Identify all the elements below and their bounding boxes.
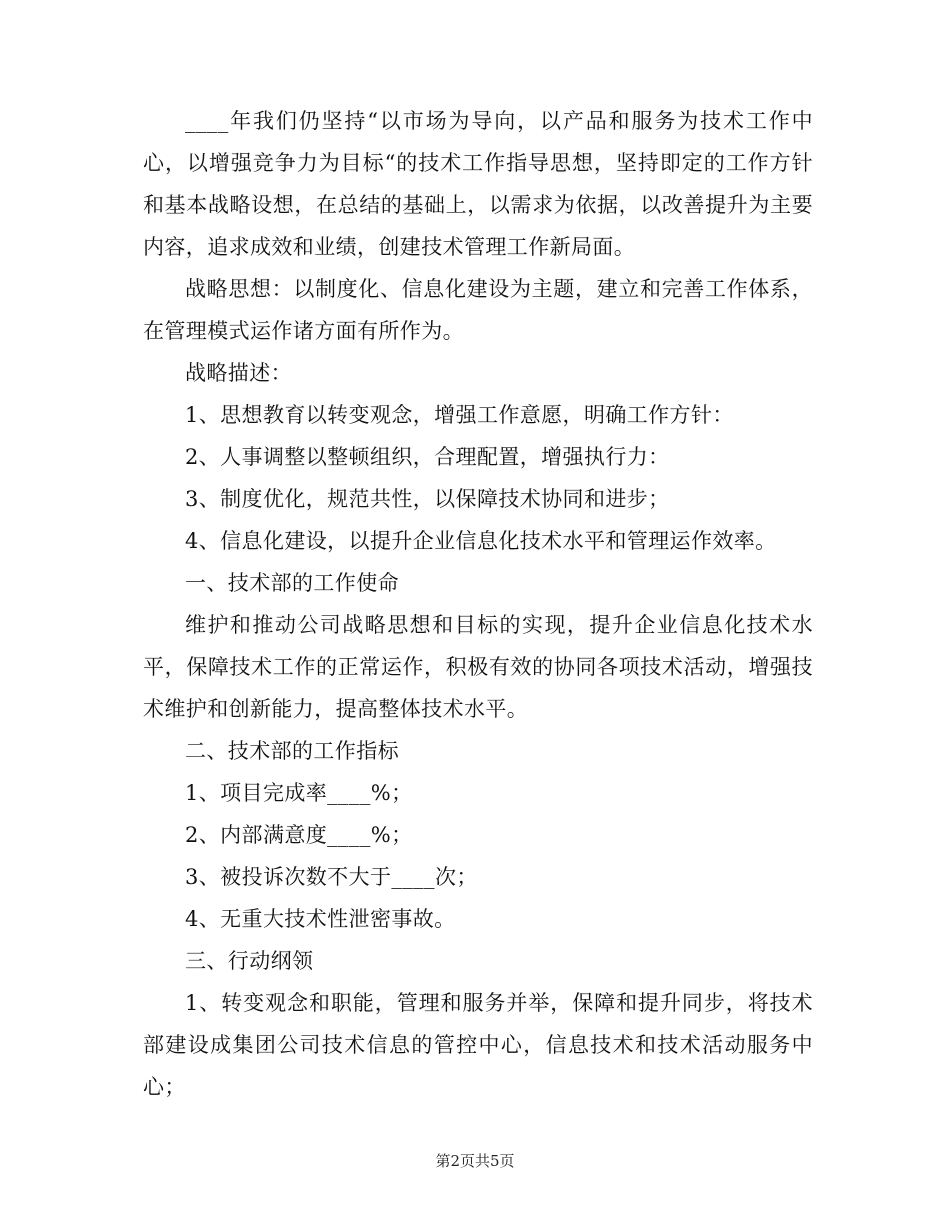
list-item: 3、被投诉次数不大于____次；: [185, 865, 478, 889]
list-item: 1、思想教育以转变观念，增强工作意愿，明确工作方针：: [185, 403, 734, 427]
document-body: [143, 100, 813, 1108]
list-item: 3、制度优化，规范共性，以保障技术协同和进步；: [185, 487, 670, 511]
paragraph-mission: 维护和推动公司战略思想和目标的实现，提升企业信息化技术水平，保障技术工作的正常运作，积极有效的协同各项技术活动，增强技术维护和创新能力，提高整体技术水平。: [143, 613, 813, 721]
section-heading-action: 三、行动纲领: [185, 949, 314, 973]
list-item: 2、人事调整以整顿组织，合理配置，增强执行力：: [185, 445, 670, 469]
page-number: 第2页共5页: [435, 1152, 515, 1170]
list-item: 1、项目完成率____%；: [185, 781, 413, 805]
section-heading-indicators: 二、技术部的工作指标: [185, 739, 399, 763]
section-heading-mission: 一、技术部的工作使命: [185, 571, 399, 595]
paragraph-guiding-thought: ____年我们仍坚持“以市场为导向，以产品和服务为技术工作中心，以增强竞争力为目标“的技术工作指导思想，坚持即定的工作方针和基本战略设想，在总结的基础上，以需求为依据，以改善提升为主要内容，追求成效和业绩，创建技术管理工作新局面。: [143, 109, 813, 259]
list-item: 4、信息化建设，以提升企业信息化技术水平和管理运作效率。: [185, 529, 777, 553]
paragraph-strategy-thought: 战略思想：以制度化、信息化建设为主题，建立和完善工作体系，在管理模式运作诸方面有所作为。: [143, 277, 813, 343]
list-item: 1、转变观念和职能，管理和服务并举，保障和提升同步，将技术部建设成集团公司技术信息的管控中心，信息技术和技术活动服务中心；: [143, 991, 813, 1099]
list-item: 2、内部满意度____%；: [185, 823, 413, 847]
list-item: 4、无重大技术性泄密事故。: [185, 907, 456, 931]
paragraph-strategy-description-heading: 战略描述：: [185, 361, 292, 385]
